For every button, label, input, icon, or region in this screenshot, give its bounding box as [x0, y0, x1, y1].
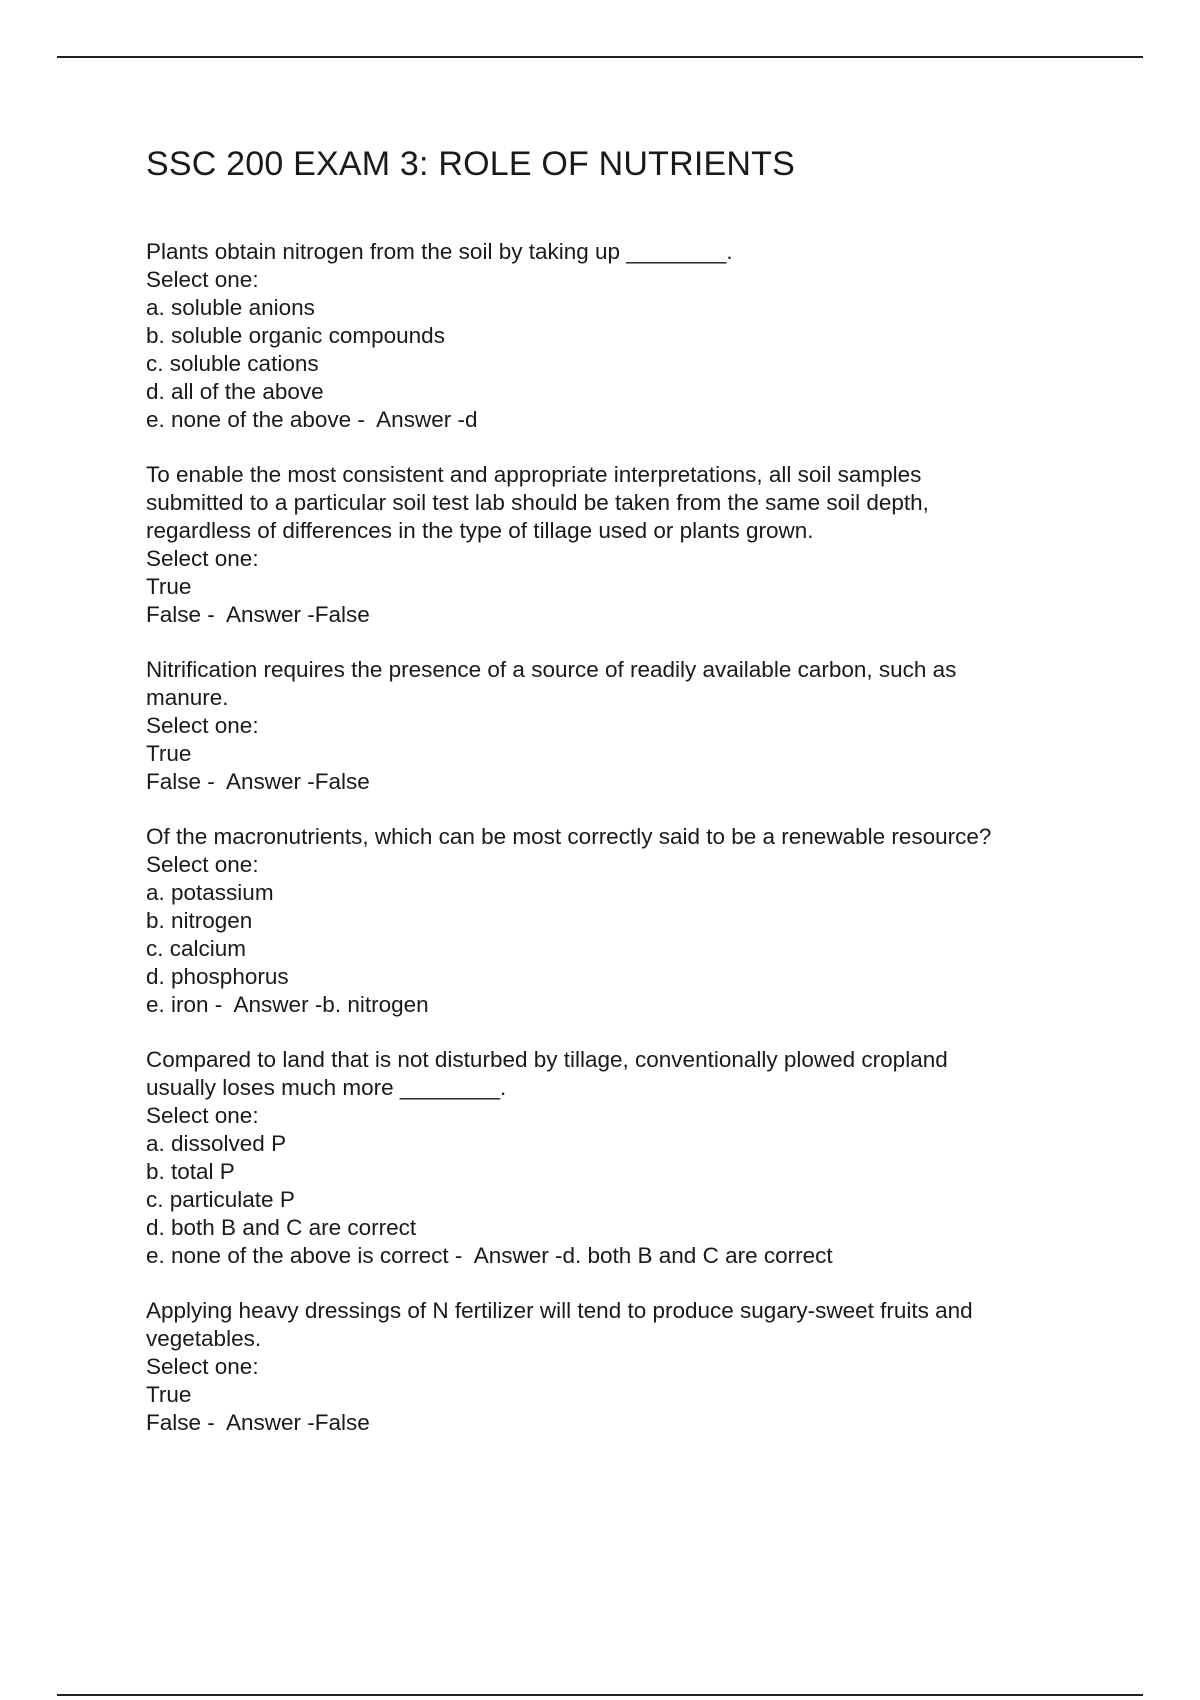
answer-line: e. iron - Answer -b. nitrogen	[146, 992, 429, 1017]
option-line: c. calcium	[146, 936, 247, 961]
question-block	[146, 1297, 1076, 1437]
question-text: usually loses much more ________.	[146, 1075, 507, 1100]
select-one-label: Select one:	[146, 546, 259, 571]
option-line: b. soluble organic compounds	[146, 323, 445, 348]
question-text: To enable the most consistent and appropriate interpretations, all soil samples	[146, 462, 922, 487]
option-line: True	[146, 1382, 192, 1407]
question-text: submitted to a particular soil test lab should be taken from the same soil depth,	[146, 490, 929, 515]
question-text: Plants obtain nitrogen from the soil by taking up ________.	[146, 239, 733, 264]
select-one-label: Select one:	[146, 852, 259, 877]
document-title: SSC 200 EXAM 3: ROLE OF NUTRIENTS	[146, 145, 795, 183]
question-block	[146, 823, 1076, 1019]
option-line: True	[146, 741, 192, 766]
option-line: d. phosphorus	[146, 964, 289, 989]
option-line: c. particulate P	[146, 1187, 295, 1212]
answer-line: False - Answer -False	[146, 602, 370, 627]
question-text: vegetables.	[146, 1326, 262, 1351]
select-one-label: Select one:	[146, 1354, 259, 1379]
select-one-label: Select one:	[146, 713, 259, 738]
question-text: Nitrification requires the presence of a source of readily available carbon, such as	[146, 657, 957, 682]
option-line: a. dissolved P	[146, 1131, 287, 1156]
question-block	[146, 1046, 1076, 1270]
question-block	[146, 238, 1076, 434]
bottom-rule	[57, 1694, 1143, 1696]
answer-line: False - Answer -False	[146, 769, 370, 794]
option-line: b. total P	[146, 1159, 235, 1184]
answer-line: e. none of the above is correct - Answer -d. both B and C are correct	[146, 1243, 833, 1268]
question-text: manure.	[146, 685, 229, 710]
question-text: regardless of differences in the type of tillage used or plants grown.	[146, 518, 814, 543]
answer-line: e. none of the above - Answer -d	[146, 407, 478, 432]
option-line: d. all of the above	[146, 379, 324, 404]
option-line: d. both B and C are correct	[146, 1215, 417, 1240]
question-text: Of the macronutrients, which can be most correctly said to be a renewable resource?	[146, 824, 992, 849]
document-body	[146, 142, 1076, 1464]
option-line: b. nitrogen	[146, 908, 253, 933]
option-line: a. potassium	[146, 880, 274, 905]
question-block	[146, 461, 1076, 629]
question-list	[146, 238, 1076, 1437]
select-one-label: Select one:	[146, 1103, 259, 1128]
option-line: True	[146, 574, 192, 599]
answer-line: False - Answer -False	[146, 1410, 370, 1435]
question-text: Compared to land that is not disturbed by tillage, conventionally plowed cropland	[146, 1047, 948, 1072]
option-line: a. soluble anions	[146, 295, 315, 320]
question-block	[146, 656, 1076, 796]
question-text: Applying heavy dressings of N fertilizer will tend to produce sugary-sweet fruits and	[146, 1298, 973, 1323]
option-line: c. soluble cations	[146, 351, 319, 376]
select-one-label: Select one:	[146, 267, 259, 292]
top-rule	[57, 56, 1143, 58]
